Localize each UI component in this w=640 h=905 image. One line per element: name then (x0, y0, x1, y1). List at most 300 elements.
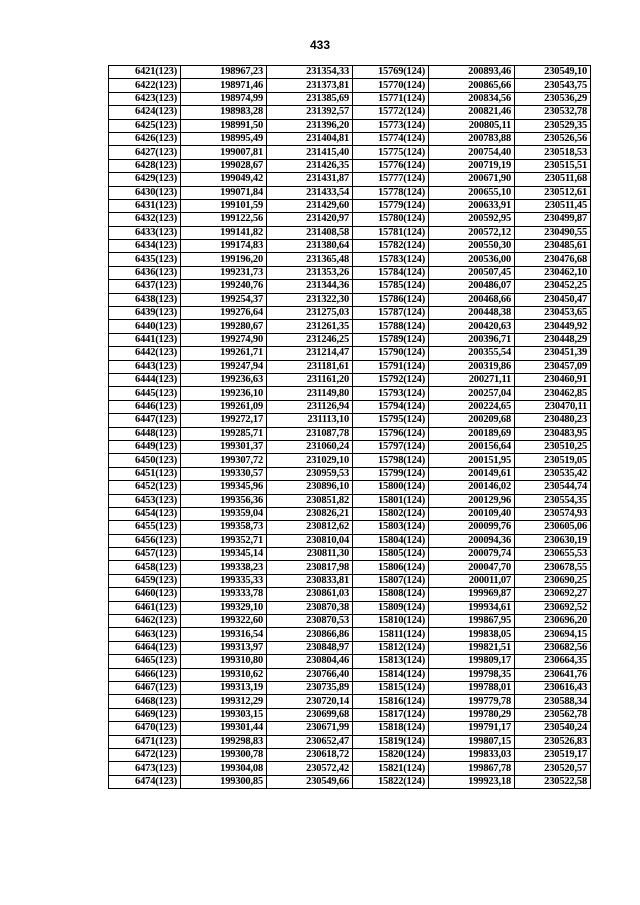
cell-point-id-right: 15799(124) (353, 467, 429, 480)
table-row (109, 494, 591, 507)
cell-y-left: 231275,03 (267, 307, 353, 320)
cell-x-left: 199298,83 (181, 735, 267, 748)
cell-y-left: 230810,04 (267, 534, 353, 547)
coordinates-table (108, 65, 591, 789)
cell-x-right: 200783,88 (429, 132, 515, 145)
cell-y-left: 230735,89 (267, 681, 353, 694)
cell-point-id-right: 15815(124) (353, 681, 429, 694)
cell-y-right: 230452,25 (515, 280, 591, 293)
cell-y-left: 230851,82 (267, 494, 353, 507)
cell-point-id-right: 15778(124) (353, 186, 429, 199)
cell-y-right: 230462,10 (515, 266, 591, 279)
cell-x-right: 200224,65 (429, 400, 515, 413)
cell-y-right: 230574,93 (515, 507, 591, 520)
table-row (109, 373, 591, 386)
cell-y-right: 230664,35 (515, 655, 591, 668)
cell-y-right: 230480,23 (515, 414, 591, 427)
cell-x-right: 200420,63 (429, 320, 515, 333)
table-row (109, 628, 591, 641)
cell-point-id-left: 6432(123) (109, 213, 181, 226)
cell-y-right: 230641,76 (515, 668, 591, 681)
cell-y-left: 231087,78 (267, 427, 353, 440)
cell-point-id-left: 6438(123) (109, 293, 181, 306)
cell-point-id-right: 15813(124) (353, 655, 429, 668)
cell-x-right: 199838,05 (429, 628, 515, 641)
table-row (109, 481, 591, 494)
cell-y-left: 231060,24 (267, 440, 353, 453)
cell-y-right: 230511,68 (515, 173, 591, 186)
cell-x-right: 200146,02 (429, 481, 515, 494)
table-row (109, 668, 591, 681)
table-row (109, 695, 591, 708)
table-row (109, 387, 591, 400)
table-row (109, 360, 591, 373)
cell-x-left: 199028,67 (181, 159, 267, 172)
cell-point-id-left: 6465(123) (109, 655, 181, 668)
cell-x-left: 198971,46 (181, 79, 267, 92)
cell-y-left: 231354,33 (267, 66, 353, 79)
cell-x-right: 200572,12 (429, 226, 515, 239)
cell-point-id-right: 15822(124) (353, 775, 429, 788)
cell-point-id-right: 15792(124) (353, 373, 429, 386)
cell-y-right: 230678,55 (515, 561, 591, 574)
cell-point-id-right: 15780(124) (353, 213, 429, 226)
cell-point-id-left: 6442(123) (109, 347, 181, 360)
cell-x-left: 199313,97 (181, 641, 267, 654)
cell-x-right: 200805,11 (429, 119, 515, 132)
cell-point-id-left: 6445(123) (109, 387, 181, 400)
table-row (109, 347, 591, 360)
cell-y-left: 230866,86 (267, 628, 353, 641)
cell-x-left: 199345,14 (181, 548, 267, 561)
table-row (109, 615, 591, 628)
table-row (109, 159, 591, 172)
cell-point-id-right: 15776(124) (353, 159, 429, 172)
cell-y-left: 230766,40 (267, 668, 353, 681)
cell-y-right: 230449,92 (515, 320, 591, 333)
cell-point-id-right: 15797(124) (353, 440, 429, 453)
table-row (109, 213, 591, 226)
table-row (109, 253, 591, 266)
table-row (109, 534, 591, 547)
cell-y-left: 230720,14 (267, 695, 353, 708)
cell-x-left: 198967,23 (181, 66, 267, 79)
cell-x-right: 200448,38 (429, 307, 515, 320)
cell-point-id-left: 6454(123) (109, 507, 181, 520)
cell-x-left: 199247,94 (181, 360, 267, 373)
cell-point-id-right: 15798(124) (353, 454, 429, 467)
cell-point-id-left: 6464(123) (109, 641, 181, 654)
cell-point-id-right: 15790(124) (353, 347, 429, 360)
table-row (109, 641, 591, 654)
cell-point-id-left: 6467(123) (109, 681, 181, 694)
table-row (109, 681, 591, 694)
cell-x-left: 199316,54 (181, 628, 267, 641)
cell-point-id-left: 6431(123) (109, 199, 181, 212)
cell-y-right: 230522,58 (515, 775, 591, 788)
cell-point-id-left: 6452(123) (109, 481, 181, 494)
cell-x-left: 199276,64 (181, 307, 267, 320)
cell-point-id-left: 6474(123) (109, 775, 181, 788)
cell-x-left: 199358,73 (181, 521, 267, 534)
cell-x-left: 199307,72 (181, 454, 267, 467)
cell-point-id-right: 15816(124) (353, 695, 429, 708)
cell-x-right: 199809,17 (429, 655, 515, 668)
cell-x-left: 199345,96 (181, 481, 267, 494)
cell-x-right: 200468,66 (429, 293, 515, 306)
cell-x-left: 199049,42 (181, 173, 267, 186)
cell-point-id-left: 6470(123) (109, 722, 181, 735)
cell-x-left: 199261,09 (181, 400, 267, 413)
cell-x-right: 199867,95 (429, 615, 515, 628)
cell-y-right: 230499,87 (515, 213, 591, 226)
cell-x-left: 199300,78 (181, 748, 267, 761)
cell-y-left: 231426,35 (267, 159, 353, 172)
table-row (109, 440, 591, 453)
cell-x-right: 200507,45 (429, 266, 515, 279)
cell-x-left: 199122,56 (181, 213, 267, 226)
cell-y-right: 230510,25 (515, 440, 591, 453)
cell-point-id-left: 6458(123) (109, 561, 181, 574)
cell-x-left: 199301,37 (181, 440, 267, 453)
cell-x-right: 200355,54 (429, 347, 515, 360)
table-row (109, 199, 591, 212)
cell-y-left: 231113,10 (267, 414, 353, 427)
cell-y-left: 230549,66 (267, 775, 353, 788)
cell-point-id-left: 6437(123) (109, 280, 181, 293)
cell-x-left: 199303,15 (181, 708, 267, 721)
cell-y-right: 230511,45 (515, 199, 591, 212)
table-row (109, 173, 591, 186)
cell-point-id-left: 6471(123) (109, 735, 181, 748)
cell-y-right: 230532,78 (515, 106, 591, 119)
cell-x-right: 200109,40 (429, 507, 515, 520)
table-row (109, 400, 591, 413)
cell-y-left: 230833,81 (267, 574, 353, 587)
cell-x-right: 199934,61 (429, 601, 515, 614)
cell-x-left: 199071,84 (181, 186, 267, 199)
cell-y-left: 230699,68 (267, 708, 353, 721)
cell-y-left: 231415,40 (267, 146, 353, 159)
cell-point-id-right: 15787(124) (353, 307, 429, 320)
cell-point-id-right: 15777(124) (353, 173, 429, 186)
table-row (109, 521, 591, 534)
cell-point-id-right: 15791(124) (353, 360, 429, 373)
cell-y-right: 230543,75 (515, 79, 591, 92)
cell-y-right: 230462,85 (515, 387, 591, 400)
cell-point-id-left: 6439(123) (109, 307, 181, 320)
cell-point-id-right: 15783(124) (353, 253, 429, 266)
page-number: 433 (309, 38, 331, 52)
cell-point-id-right: 15788(124) (353, 320, 429, 333)
cell-point-id-left: 6421(123) (109, 66, 181, 79)
cell-y-left: 230959,53 (267, 467, 353, 480)
table-row (109, 320, 591, 333)
cell-point-id-left: 6468(123) (109, 695, 181, 708)
cell-x-right: 199867,78 (429, 762, 515, 775)
cell-point-id-right: 15785(124) (353, 280, 429, 293)
cell-x-left: 199356,36 (181, 494, 267, 507)
cell-x-right: 199833,03 (429, 748, 515, 761)
cell-y-right: 230483,95 (515, 427, 591, 440)
cell-point-id-right: 15821(124) (353, 762, 429, 775)
cell-y-left: 231420,97 (267, 213, 353, 226)
cell-point-id-right: 15820(124) (353, 748, 429, 761)
cell-point-id-left: 6428(123) (109, 159, 181, 172)
cell-y-right: 230682,56 (515, 641, 591, 654)
cell-y-left: 231380,64 (267, 240, 353, 253)
cell-y-left: 231429,60 (267, 199, 353, 212)
cell-y-left: 230652,47 (267, 735, 353, 748)
cell-point-id-left: 6462(123) (109, 615, 181, 628)
cell-x-right: 199798,35 (429, 668, 515, 681)
cell-y-right: 230694,15 (515, 628, 591, 641)
table-row (109, 507, 591, 520)
table-row (109, 762, 591, 775)
cell-x-right: 199969,87 (429, 588, 515, 601)
cell-point-id-left: 6441(123) (109, 333, 181, 346)
table-row (109, 333, 591, 346)
table-row (109, 226, 591, 239)
cell-y-right: 230540,24 (515, 722, 591, 735)
cell-x-left: 199174,83 (181, 240, 267, 253)
cell-x-right: 199779,78 (429, 695, 515, 708)
cell-y-left: 231408,58 (267, 226, 353, 239)
cell-point-id-left: 6434(123) (109, 240, 181, 253)
cell-x-left: 199312,29 (181, 695, 267, 708)
cell-x-right: 200865,66 (429, 79, 515, 92)
cell-point-id-right: 15771(124) (353, 92, 429, 105)
cell-y-right: 230544,74 (515, 481, 591, 494)
cell-x-right: 200099,76 (429, 521, 515, 534)
cell-point-id-left: 6444(123) (109, 373, 181, 386)
table-row (109, 708, 591, 721)
cell-y-right: 230451,39 (515, 347, 591, 360)
cell-point-id-right: 15808(124) (353, 588, 429, 601)
cell-point-id-right: 15773(124) (353, 119, 429, 132)
table-row (109, 548, 591, 561)
cell-x-left: 199272,17 (181, 414, 267, 427)
cell-y-right: 230536,29 (515, 92, 591, 105)
cell-y-right: 230655,53 (515, 548, 591, 561)
cell-y-left: 231214,47 (267, 347, 353, 360)
cell-point-id-right: 15796(124) (353, 427, 429, 440)
cell-point-id-right: 15782(124) (353, 240, 429, 253)
cell-y-left: 230870,38 (267, 601, 353, 614)
table-row (109, 454, 591, 467)
cell-x-left: 199280,67 (181, 320, 267, 333)
cell-x-right: 200189,69 (429, 427, 515, 440)
cell-point-id-left: 6459(123) (109, 574, 181, 587)
cell-x-left: 199285,71 (181, 427, 267, 440)
cell-point-id-right: 15793(124) (353, 387, 429, 400)
cell-point-id-left: 6424(123) (109, 106, 181, 119)
table-row (109, 132, 591, 145)
table-row (109, 655, 591, 668)
cell-x-right: 199791,17 (429, 722, 515, 735)
cell-y-right: 230605,06 (515, 521, 591, 534)
cell-point-id-left: 6446(123) (109, 400, 181, 413)
cell-point-id-left: 6463(123) (109, 628, 181, 641)
cell-y-right: 230549,10 (515, 66, 591, 79)
cell-x-left: 199236,10 (181, 387, 267, 400)
cell-y-left: 230572,42 (267, 762, 353, 775)
cell-x-right: 200079,74 (429, 548, 515, 561)
cell-x-left: 199261,71 (181, 347, 267, 360)
cell-point-id-left: 6455(123) (109, 521, 181, 534)
cell-point-id-right: 15811(124) (353, 628, 429, 641)
table-row (109, 601, 591, 614)
cell-y-right: 230470,11 (515, 400, 591, 413)
cell-point-id-left: 6456(123) (109, 534, 181, 547)
cell-point-id-left: 6461(123) (109, 601, 181, 614)
cell-y-right: 230520,57 (515, 762, 591, 775)
cell-point-id-left: 6427(123) (109, 146, 181, 159)
cell-x-right: 200396,71 (429, 333, 515, 346)
cell-y-right: 230529,35 (515, 119, 591, 132)
cell-y-right: 230692,27 (515, 588, 591, 601)
cell-x-right: 200151,95 (429, 454, 515, 467)
cell-point-id-left: 6435(123) (109, 253, 181, 266)
cell-point-id-right: 15781(124) (353, 226, 429, 239)
cell-point-id-right: 15786(124) (353, 293, 429, 306)
cell-point-id-right: 15804(124) (353, 534, 429, 547)
cell-y-left: 231029,10 (267, 454, 353, 467)
cell-y-left: 231373,81 (267, 79, 353, 92)
cell-x-right: 200893,46 (429, 66, 515, 79)
cell-point-id-left: 6473(123) (109, 762, 181, 775)
cell-point-id-left: 6429(123) (109, 173, 181, 186)
cell-point-id-right: 15784(124) (353, 266, 429, 279)
cell-x-right: 200271,11 (429, 373, 515, 386)
table-row (109, 735, 591, 748)
cell-y-left: 230896,10 (267, 481, 353, 494)
table-row (109, 467, 591, 480)
cell-point-id-left: 6440(123) (109, 320, 181, 333)
cell-x-right: 200536,00 (429, 253, 515, 266)
cell-point-id-left: 6443(123) (109, 360, 181, 373)
cell-y-left: 230804,46 (267, 655, 353, 668)
cell-y-left: 231365,48 (267, 253, 353, 266)
cell-y-right: 230519,05 (515, 454, 591, 467)
cell-x-left: 199333,78 (181, 588, 267, 601)
cell-point-id-left: 6448(123) (109, 427, 181, 440)
cell-y-left: 231396,20 (267, 119, 353, 132)
cell-y-left: 231126,94 (267, 400, 353, 413)
table-row (109, 748, 591, 761)
table-row (109, 561, 591, 574)
cell-x-left: 199254,37 (181, 293, 267, 306)
cell-x-left: 199300,85 (181, 775, 267, 788)
cell-point-id-right: 15770(124) (353, 79, 429, 92)
cell-point-id-right: 15789(124) (353, 333, 429, 346)
cell-point-id-left: 6447(123) (109, 414, 181, 427)
cell-x-right: 199821,51 (429, 641, 515, 654)
cell-point-id-left: 6423(123) (109, 92, 181, 105)
cell-y-right: 230515,51 (515, 159, 591, 172)
cell-x-left: 199274,90 (181, 333, 267, 346)
cell-point-id-left: 6457(123) (109, 548, 181, 561)
table-row (109, 66, 591, 79)
cell-point-id-right: 15772(124) (353, 106, 429, 119)
cell-point-id-left: 6451(123) (109, 467, 181, 480)
cell-y-left: 230618,72 (267, 748, 353, 761)
cell-y-right: 230554,35 (515, 494, 591, 507)
cell-x-left: 199240,76 (181, 280, 267, 293)
cell-y-right: 230512,61 (515, 186, 591, 199)
cell-x-right: 200834,56 (429, 92, 515, 105)
cell-x-left: 199301,44 (181, 722, 267, 735)
cell-x-right: 200486,07 (429, 280, 515, 293)
cell-y-left: 231322,30 (267, 293, 353, 306)
table-row (109, 588, 591, 601)
cell-y-left: 230811,30 (267, 548, 353, 561)
cell-x-right: 200011,07 (429, 574, 515, 587)
cell-x-left: 199236,63 (181, 373, 267, 386)
cell-x-right: 200655,10 (429, 186, 515, 199)
cell-x-right: 199923,18 (429, 775, 515, 788)
cell-point-id-left: 6449(123) (109, 440, 181, 453)
cell-point-id-right: 15806(124) (353, 561, 429, 574)
cell-point-id-right: 15769(124) (353, 66, 429, 79)
cell-x-left: 199304,08 (181, 762, 267, 775)
cell-x-left: 199196,20 (181, 253, 267, 266)
cell-x-right: 199780,29 (429, 708, 515, 721)
cell-x-left: 199141,82 (181, 226, 267, 239)
cell-x-right: 200719,19 (429, 159, 515, 172)
table-row (109, 240, 591, 253)
cell-y-left: 231353,26 (267, 266, 353, 279)
cell-y-left: 230817,98 (267, 561, 353, 574)
table-row (109, 307, 591, 320)
cell-x-right: 200257,04 (429, 387, 515, 400)
cell-y-right: 230616,43 (515, 681, 591, 694)
cell-y-right: 230630,19 (515, 534, 591, 547)
cell-y-left: 231261,35 (267, 320, 353, 333)
cell-y-left: 230671,99 (267, 722, 353, 735)
cell-x-left: 199310,80 (181, 655, 267, 668)
cell-point-id-right: 15794(124) (353, 400, 429, 413)
cell-y-right: 230526,83 (515, 735, 591, 748)
cell-y-left: 231246,25 (267, 333, 353, 346)
cell-point-id-left: 6433(123) (109, 226, 181, 239)
cell-y-left: 230826,21 (267, 507, 353, 520)
cell-x-left: 199231,73 (181, 266, 267, 279)
table-row (109, 146, 591, 159)
cell-point-id-right: 15807(124) (353, 574, 429, 587)
table-row (109, 79, 591, 92)
cell-x-right: 200821,46 (429, 106, 515, 119)
cell-x-left: 199313,19 (181, 681, 267, 694)
cell-y-left: 230812,62 (267, 521, 353, 534)
cell-y-right: 230535,42 (515, 467, 591, 480)
cell-y-right: 230485,61 (515, 240, 591, 253)
cell-x-right: 200094,36 (429, 534, 515, 547)
cell-y-right: 230526,56 (515, 132, 591, 145)
cell-y-right: 230519,17 (515, 748, 591, 761)
cell-y-right: 230562,78 (515, 708, 591, 721)
cell-x-right: 200149,61 (429, 467, 515, 480)
cell-y-right: 230518,53 (515, 146, 591, 159)
cell-x-right: 200209,68 (429, 414, 515, 427)
cell-point-id-left: 6460(123) (109, 588, 181, 601)
cell-x-left: 199329,10 (181, 601, 267, 614)
cell-x-right: 200047,70 (429, 561, 515, 574)
cell-x-left: 199101,59 (181, 199, 267, 212)
cell-x-right: 200319,86 (429, 360, 515, 373)
cell-y-right: 230692,52 (515, 601, 591, 614)
table-row (109, 775, 591, 788)
